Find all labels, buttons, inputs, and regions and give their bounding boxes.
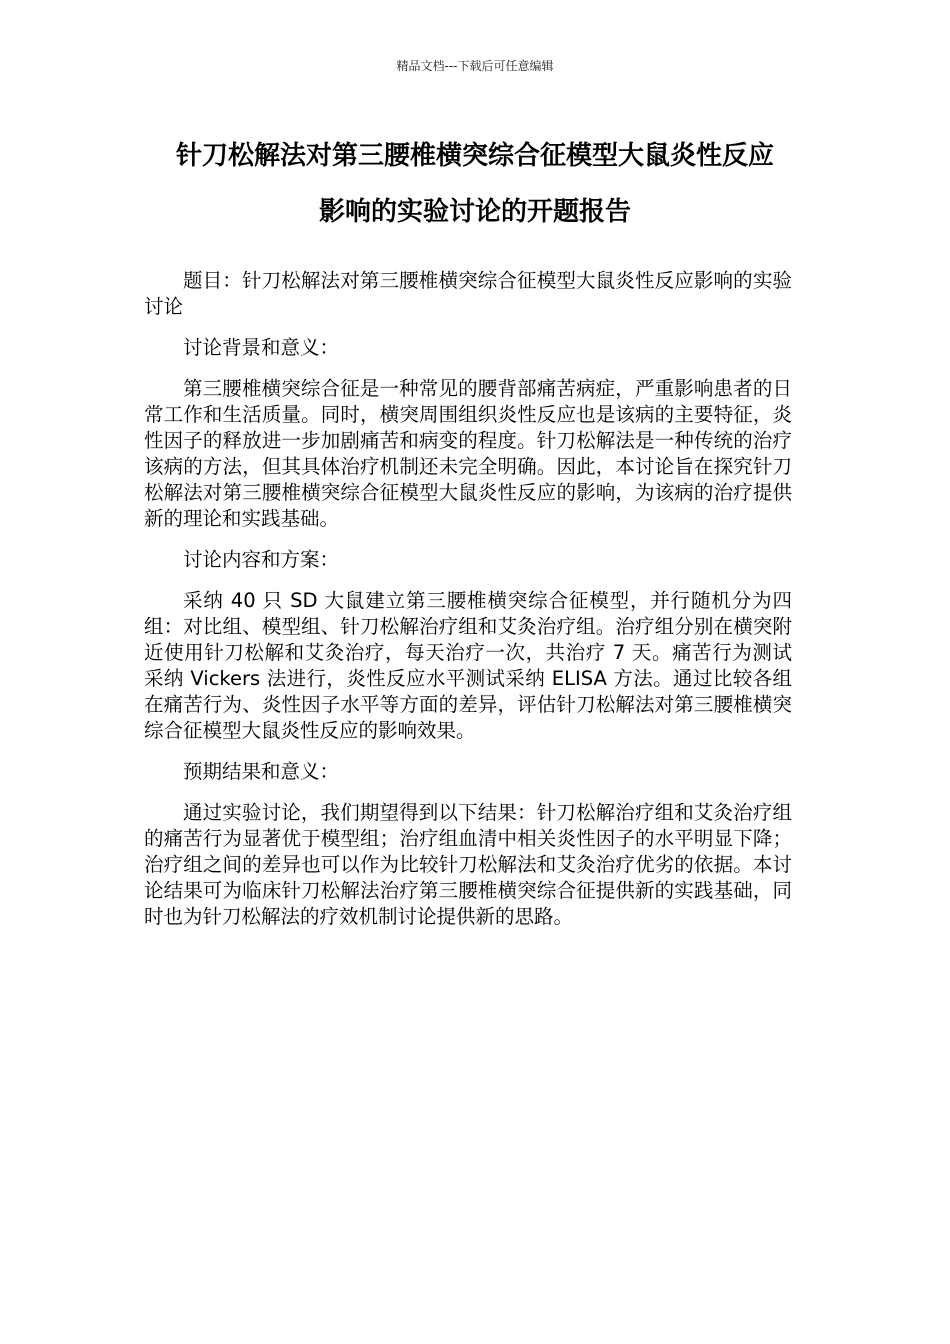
document-title <box>140 128 810 240</box>
page-header: 精品文档---下载后可任意编辑 <box>396 59 554 73</box>
topic-paragraph: 题目：针刀松解法对第三腰椎横突综合征模型大鼠炎性反应影响的实验讨论 <box>144 269 792 318</box>
title-line-2: 影响的实验讨论的开题报告 <box>318 197 631 227</box>
section-heading-expected: 预期结果和意义： <box>183 760 340 783</box>
content-paragraph: 采纳 40 只 SD 大鼠建立第三腰椎横突综合征模型，并行随机分为四组：对比组、模型组、针刀松解治疗组和艾灸治疗组。治疗组分别在横突附近使用针刀松解和艾灸治疗，每天治疗一次，共治疗 7 天。痛苦行为测试采纳 Vickers 法进行，炎性反应水平测试采纳 ELISA 方法。通过比较各组在痛苦行为、炎性因子水平等方面的差异，评估针刀松解法对第三腰椎横突综合征模型大鼠炎性反应的影响效果。 <box>144 589 792 742</box>
document-body <box>144 268 792 945</box>
expected-paragraph: 通过实验讨论，我们期望得到以下结果：针刀松解治疗组和艾灸治疗组的痛苦行为显著优于模型组；治疗组血清中相关炎性因子的水平明显下降；治疗组之间的差异也可以作为比较针刀松解法和艾灸治疗优劣的依据。本讨论结果可为临床针刀松解法治疗第三腰椎横突综合征提供新的实践基础，同时也为针刀松解法的疗效机制讨论提供新的思路。 <box>144 801 792 928</box>
background-paragraph: 第三腰椎横突综合征是一种常见的腰背部痛苦病症，严重影响患者的日常工作和生活质量。同时，横突周围组织炎性反应也是该病的主要特征，炎性因子的释放进一步加剧痛苦和病变的程度。针刀松解法是一种传统的治疗该病的方法，但其具体治疗机制还未完全明确。因此，本讨论旨在探究针刀松解法对第三腰椎横突综合征模型大鼠炎性反应的影响，为该病的治疗提供新的理论和实践基础。 <box>144 377 792 530</box>
title-line-1: 针刀松解法对第三腰椎横突综合征模型大鼠炎性反应 <box>175 141 774 171</box>
section-heading-background: 讨论背景和意义： <box>183 336 340 359</box>
section-heading-content: 讨论内容和方案： <box>183 548 340 571</box>
